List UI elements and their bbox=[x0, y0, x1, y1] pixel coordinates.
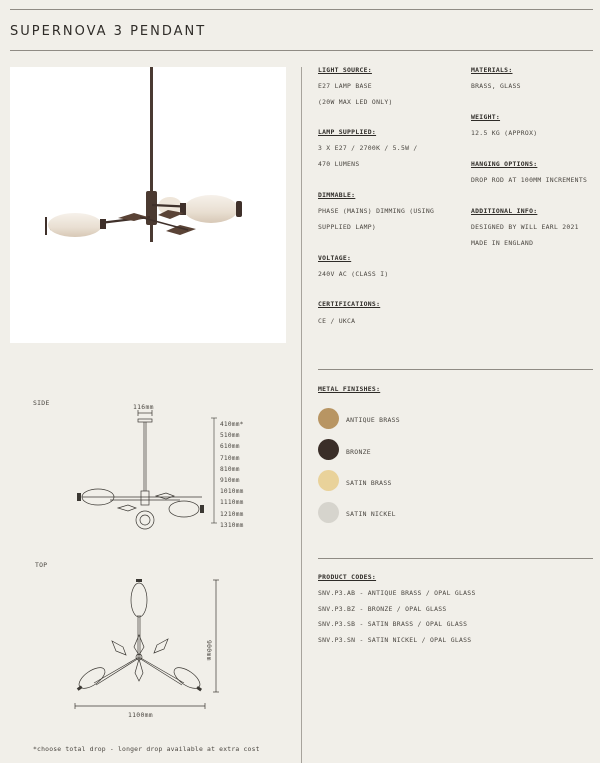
spec-value: CE / UKCA bbox=[318, 317, 356, 325]
side-view-label: SIDE bbox=[33, 399, 50, 407]
finishes-rule bbox=[318, 369, 593, 370]
product-code: SNV.P3.BZ - BRONZE / OPAL GLASS bbox=[318, 605, 447, 613]
product-photo bbox=[10, 67, 286, 343]
side-width-dimension: 116mm bbox=[133, 403, 154, 411]
spec-value: 240V AC (CLASS I) bbox=[318, 270, 389, 278]
spec-label-dimmable: DIMMABLE: bbox=[318, 191, 356, 199]
product-code: SNV.P3.SB - SATIN BRASS / OPAL GLASS bbox=[318, 620, 468, 628]
spec-label-voltage: VOLTAGE: bbox=[318, 254, 352, 262]
top-depth-dimension: 900mm bbox=[205, 640, 213, 661]
spec-value: 12.5 KG (APPROX) bbox=[471, 129, 538, 137]
footnote: *choose total drop - longer drop available at extra cost bbox=[33, 745, 260, 753]
spec-value: BRASS, GLASS bbox=[471, 82, 521, 90]
swatch-satin-nickel bbox=[318, 502, 339, 523]
pendant-illustration bbox=[10, 67, 286, 343]
drop-option: 1010mm bbox=[220, 488, 244, 496]
swatch-antique-brass bbox=[318, 408, 339, 429]
spec-value: 470 LUMENS bbox=[318, 160, 360, 168]
codes-rule bbox=[318, 558, 593, 559]
swatch-bronze bbox=[318, 439, 339, 460]
top-view-label: TOP bbox=[35, 561, 48, 569]
spec-label-lamp-supplied: LAMP SUPPLIED: bbox=[318, 128, 377, 136]
spec-value: E27 LAMP BASE bbox=[318, 82, 372, 90]
spec-value: SUPPLIED LAMP) bbox=[318, 223, 377, 231]
finish-name: SATIN BRASS bbox=[346, 479, 392, 487]
drop-option: 810mm bbox=[220, 465, 240, 473]
spec-label-weight: WEIGHT: bbox=[471, 113, 501, 121]
spec-value: 3 X E27 / 2700K / 5.5W / bbox=[318, 144, 418, 152]
swatch-satin-brass bbox=[318, 470, 339, 491]
side-view-drawing bbox=[60, 408, 220, 533]
spec-label-certifications: CERTIFICATIONS: bbox=[318, 300, 381, 308]
top-width-dimension: 1100mm bbox=[128, 711, 153, 719]
spec-label-materials: MATERIALS: bbox=[471, 66, 513, 74]
spec-label-additional-info: ADDITIONAL INFO: bbox=[471, 207, 538, 215]
spec-value: DROP ROD AT 100MM INCREMENTS bbox=[471, 176, 588, 184]
finishes-label: METAL FINISHES: bbox=[318, 385, 381, 393]
drop-option: 610mm bbox=[220, 443, 240, 451]
spec-value: PHASE (MAINS) DIMMING (USING bbox=[318, 207, 435, 215]
page-title: SUPERNOVA 3 PENDANT bbox=[10, 24, 207, 39]
finish-name: BRONZE bbox=[346, 448, 371, 456]
spec-label-light-source: LIGHT SOURCE: bbox=[318, 66, 372, 74]
product-code: SNV.P3.AB - ANTIQUE BRASS / OPAL GLASS bbox=[318, 589, 476, 597]
spec-value: DESIGNED BY WILL EARL 2021 bbox=[471, 223, 579, 231]
drop-option: 910mm bbox=[220, 476, 240, 484]
drop-option: 510mm bbox=[220, 432, 240, 440]
drop-option: 1110mm bbox=[220, 499, 244, 507]
spec-value: (20W MAX LED ONLY) bbox=[318, 98, 393, 106]
column-divider bbox=[301, 67, 302, 763]
drop-option: 1210mm bbox=[220, 510, 244, 518]
title-rule bbox=[10, 50, 593, 51]
top-rule bbox=[10, 9, 593, 10]
drop-option: 1310mm bbox=[220, 521, 244, 529]
finish-name: SATIN NICKEL bbox=[346, 510, 396, 518]
product-code: SNV.P3.SN - SATIN NICKEL / OPAL GLASS bbox=[318, 636, 472, 644]
drop-option: 410mm* bbox=[220, 421, 244, 428]
drop-option: 710mm bbox=[220, 454, 240, 462]
drop-length-list bbox=[220, 419, 244, 531]
finish-name: ANTIQUE BRASS bbox=[346, 416, 400, 424]
spec-label-hanging-options: HANGING OPTIONS: bbox=[471, 160, 538, 168]
spec-value: MADE IN ENGLAND bbox=[471, 239, 534, 247]
codes-label: PRODUCT CODES: bbox=[318, 573, 377, 581]
